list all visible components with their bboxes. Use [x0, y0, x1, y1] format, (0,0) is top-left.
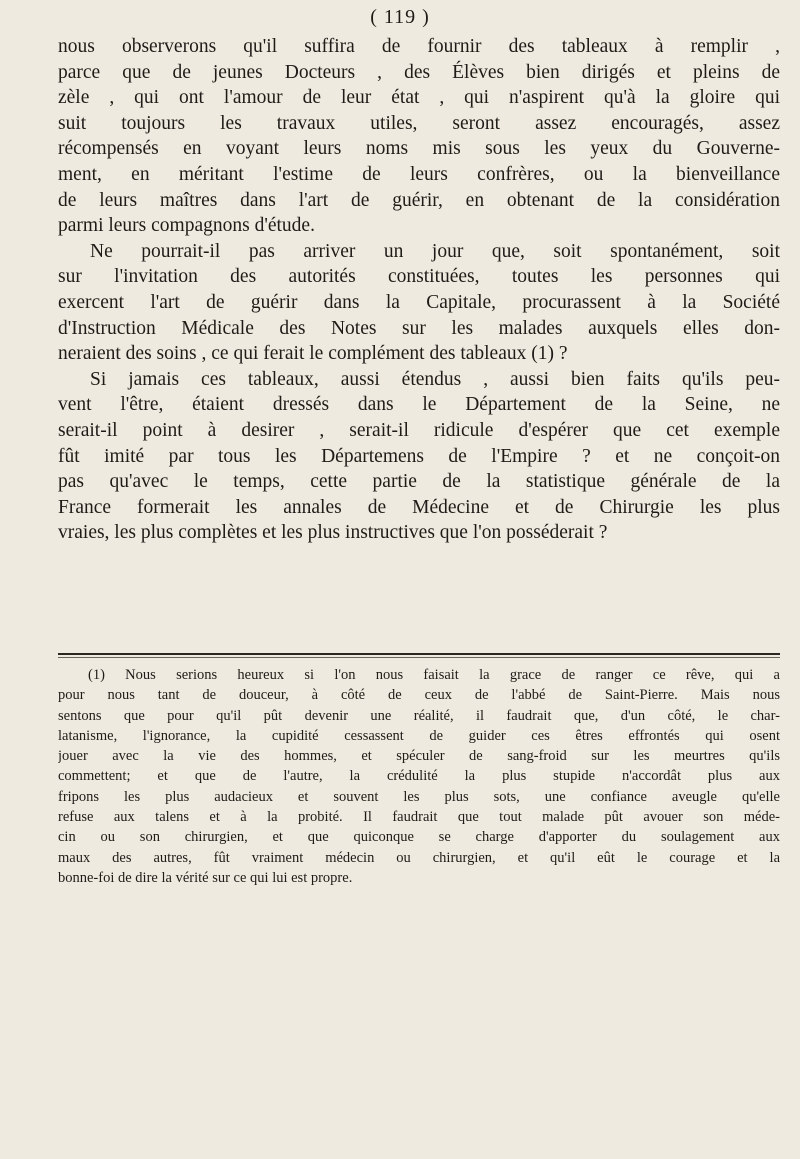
footnote-line: refuse aux talens et à la probité. Il faudrait que tout malade pût avouer son méde- — [58, 809, 780, 826]
footnote-line: pour nous tant de douceur, à côté de ceux de l'abbé de Saint-Pierre. Mais nous — [58, 687, 780, 704]
text-line: neraient des soins , ce qui ferait le complément des tableaux (1) ? — [58, 343, 568, 365]
text-line: ment, en méritant l'estime de leurs confrères, ou la bienveillance — [58, 163, 780, 185]
text-line: vraies, les plus complètes et les plus instructives que l'on posséderait ? — [58, 522, 608, 544]
text-line: France formerait les annales de Médecine et de Chirurgie les plus — [58, 496, 780, 518]
text-line: serait-il point à desirer , serait-il ridicule d'espérer que cet exemple — [58, 419, 780, 441]
footnote-line: maux des autres, fût vraiment médecin ou chirurgien, et qu'il eût le courage et la — [58, 849, 780, 866]
footnote-line: (1) Nous serions heureux si l'on nous faisait la grace de ranger ce rêve, qui a — [88, 667, 780, 683]
page-number: ( 119 ) — [370, 6, 430, 28]
text-line: vent l'être, étaient dressés dans le Département de la Seine, ne — [58, 394, 780, 416]
main-text — [58, 34, 780, 546]
text-line: parmi leurs compagnons d'étude. — [58, 215, 315, 237]
text-line: fût imité par tous les Départemens de l'Empire ? et ne conçoit-on — [58, 445, 780, 467]
text-line: de leurs maîtres dans l'art de guérir, en obtenant de la considération — [58, 189, 780, 211]
footnote — [58, 665, 780, 888]
footnote-line: bonne-foi de dire la vérité sur ce qui lui est propre. — [58, 869, 353, 886]
text-line: zèle , qui ont l'amour de leur état , qui n'aspirent qu'à la gloire qui — [58, 87, 780, 109]
footnote-line: sentons que pour qu'il pût devenir une réalité, il faudrait que, d'un côté, le char- — [58, 707, 780, 724]
footnote-line: fripons les plus audacieux et souvent les plus sots, une confiance aveugle qu'elle — [58, 788, 780, 805]
text-line: pas qu'avec le temps, cette partie de la statistique générale de la — [58, 471, 780, 493]
text-line: suit toujours les travaux utiles, seront assez encouragés, assez — [58, 112, 780, 134]
footnote-line: latanisme, l'ignorance, la cupidité cessassent de guider ces êtres effrontés qui osent — [58, 727, 780, 744]
text-line: nous observerons qu'il suffira de fournir des tableaux à remplir , — [58, 36, 780, 57]
text-line: récompensés en voyant leurs noms mis sous les yeux du Gouverne- — [58, 138, 780, 160]
text-line: sur l'invitation des autorités constituées, toutes les personnes qui — [58, 266, 780, 288]
text-line: parce que de jeunes Docteurs , des Élèves bien dirigés et pleins de — [58, 61, 780, 83]
text-line: Si jamais ces tableaux, aussi étendus , aussi bien faits qu'ils peu- — [90, 368, 780, 390]
text-line: Ne pourrait-il pas arriver un jour que, soit spontanément, soit — [90, 240, 780, 262]
text-line: d'Instruction Médicale des Notes sur les malades auxquels elles don- — [58, 317, 780, 339]
footnote-line: jouer avec la vie des hommes, et spéculer de sang-froid sur les meurtres qu'ils — [58, 748, 780, 765]
footnote-divider — [58, 653, 780, 655]
footnote-line: commettent; et que de l'autre, la crédulité la plus stupide n'accordât plus aux — [58, 768, 780, 785]
text-line: exercent l'art de guérir dans la Capitale, procurassent à la Société — [58, 291, 780, 313]
footnote-line: cin ou son chirurgien, et que quiconque se charge d'apporter du soulagement aux — [58, 829, 780, 846]
